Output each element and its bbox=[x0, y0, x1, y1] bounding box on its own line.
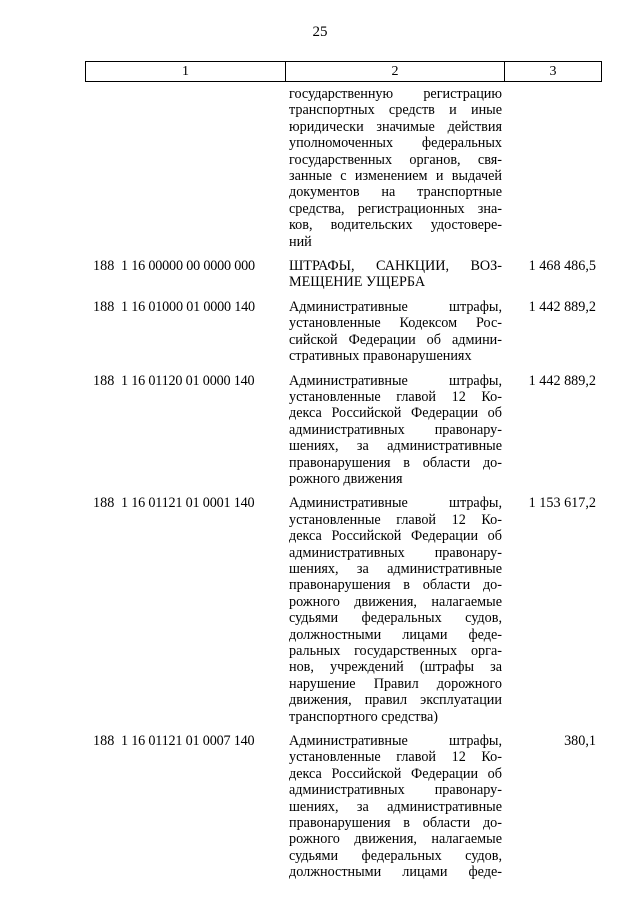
income-name-line: установленные главой 12 Ко- bbox=[289, 749, 502, 766]
income-name-line: декса Российской Федерации об bbox=[289, 405, 502, 422]
income-name-line: ШТРАФЫ, САНКЦИИ, ВОЗ- bbox=[289, 258, 502, 275]
income-name-line: сийской Федерации об админи- bbox=[289, 331, 502, 348]
income-name-line: уполномоченных федеральных bbox=[289, 135, 502, 152]
amount: 1 468 486,5 bbox=[528, 258, 596, 275]
income-name-line: рожного движения, налагаемые bbox=[289, 593, 502, 610]
income-name-line: юридически значимые действия bbox=[289, 118, 502, 135]
income-name-line: Административные штрафы, bbox=[289, 733, 502, 750]
income-name-line: установленные Кодексом Рос- bbox=[289, 315, 502, 332]
income-name-line: судьями федеральных судов, bbox=[289, 610, 502, 627]
income-name-line: установленные главой 12 Ко- bbox=[289, 511, 502, 528]
income-name-line: Административные штрафы, bbox=[289, 495, 502, 512]
income-name-line: Административные штрафы, bbox=[289, 372, 502, 389]
income-name-line: правонарушения в области до- bbox=[289, 577, 502, 594]
income-name-line: рожного движения, налагаемые bbox=[289, 831, 502, 848]
income-name-line: правонарушения в области до- bbox=[289, 815, 502, 832]
income-name-line: административных правонару- bbox=[289, 782, 502, 799]
income-name-line: нов, учреждений (штрафы за bbox=[289, 659, 502, 676]
budget-code: 1 16 01121 01 0007 140 bbox=[121, 733, 255, 750]
admin-code: 188 bbox=[93, 495, 115, 512]
income-name-line: средства, регистрационных зна- bbox=[289, 200, 502, 217]
income-name-line: должностными лицами феде- bbox=[289, 864, 502, 881]
budget-code: 1 16 01000 01 0000 140 bbox=[121, 298, 255, 315]
income-name-line: шениях, за административные bbox=[289, 798, 502, 815]
income-name-line: транспортного средства) bbox=[289, 708, 438, 725]
income-name-line: декса Российской Федерации об bbox=[289, 528, 502, 545]
amount: 380,1 bbox=[564, 733, 596, 750]
income-name-line: ральных государственных орга- bbox=[289, 643, 502, 659]
income-name-line: рожного движения bbox=[289, 470, 403, 487]
income-name-line: шениях, за административные bbox=[289, 438, 502, 455]
income-name-line: административных правонару- bbox=[289, 421, 502, 438]
income-name bbox=[287, 86, 502, 250]
income-name-line: стративных правонарушениях bbox=[289, 348, 472, 365]
header-col-1: 1 bbox=[86, 62, 286, 81]
admin-code: 188 bbox=[93, 258, 115, 275]
budget-code: 1 16 00000 00 0000 000 bbox=[121, 258, 255, 275]
income-name-line: транспортных средств и иные bbox=[289, 102, 502, 119]
income-name-line: документов на транспортные bbox=[289, 184, 502, 201]
income-name-line: МЕЩЕНИЕ УЩЕРБА bbox=[289, 274, 426, 291]
table-row bbox=[85, 299, 602, 365]
admin-code: 188 bbox=[93, 372, 115, 389]
income-name bbox=[287, 299, 502, 365]
admin-code: 188 bbox=[93, 298, 115, 315]
income-name-line: движения, правил эксплуатации bbox=[289, 692, 502, 709]
income-name-line: занные с изменением и выдачей bbox=[289, 168, 502, 185]
income-name-line: должностными лицами феде- bbox=[289, 626, 502, 643]
income-name-line: нарушение Правил дорожного bbox=[289, 675, 502, 692]
income-name bbox=[287, 495, 502, 725]
income-name-line: Административные штрафы, bbox=[289, 298, 502, 315]
table-row bbox=[85, 733, 602, 881]
budget-code: 1 16 01120 01 0000 140 bbox=[121, 372, 255, 389]
income-name-line: декса Российской Федерации об bbox=[289, 765, 502, 782]
income-name-line: правонарушения в области до- bbox=[289, 454, 502, 471]
header-col-2: 2 bbox=[286, 62, 505, 81]
amount: 1 153 617,2 bbox=[528, 495, 596, 512]
income-name-line: шениях, за административные bbox=[289, 560, 502, 577]
income-name bbox=[287, 373, 502, 488]
income-name-line: ков, водительских удостовере- bbox=[289, 217, 502, 234]
income-name-line: установленные главой 12 Ко- bbox=[289, 388, 502, 405]
table-header bbox=[85, 61, 602, 82]
page-number: 25 bbox=[312, 24, 328, 40]
budget-code: 1 16 01121 01 0001 140 bbox=[121, 495, 255, 512]
admin-code: 188 bbox=[93, 733, 115, 750]
income-name-line: судьями федеральных судов, bbox=[289, 847, 502, 864]
amount: 1 442 889,2 bbox=[528, 372, 596, 389]
income-name bbox=[287, 258, 502, 291]
table-row bbox=[85, 258, 602, 291]
table-row bbox=[85, 373, 602, 488]
income-name bbox=[287, 733, 502, 881]
table-body bbox=[85, 86, 602, 889]
header-col-3: 3 bbox=[549, 63, 557, 79]
table-row bbox=[85, 495, 602, 725]
income-name-line: государственных органов, свя- bbox=[289, 151, 502, 168]
income-name-line: государственную регистрацию bbox=[289, 86, 502, 102]
income-name-line: административных правонару- bbox=[289, 544, 502, 561]
table-row bbox=[85, 86, 602, 250]
amount: 1 442 889,2 bbox=[528, 298, 596, 315]
income-name-line: ний bbox=[289, 233, 312, 250]
